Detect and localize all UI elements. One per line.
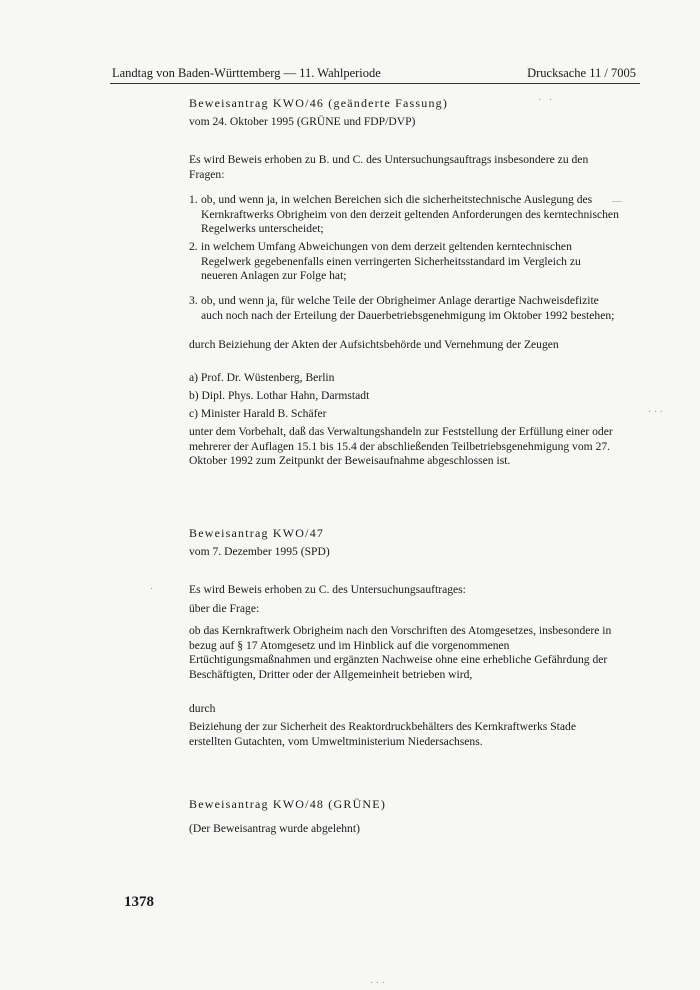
motion47-question: ob das Kernkraftwerk Obrigheim nach den Vorschriften des Atomgesetzes, insbesondere in bezug auf § 17 Atomgesetz und im Hinblick auf die vorgenommenen Ertüchtigungsmaßnahmen und ergänzten Nachweise ohne eine erhebliche Gefährdung der Beschäftigten, Dritter oder der Allgemeinheit betrieben wird, bbox=[189, 624, 612, 681]
motion46-question-2 bbox=[189, 240, 619, 284]
motion46-question-1 bbox=[189, 193, 619, 237]
scan-speck: · · · bbox=[370, 978, 385, 989]
scan-speck: · bbox=[150, 584, 154, 595]
witness-c: c) Minister Harald B. Schäfer bbox=[189, 407, 327, 420]
motion47-intro: Es wird Beweis erhoben zu C. des Untersuchungsauftrages: bbox=[189, 583, 466, 596]
header-title: Landtag von Baden-Württemberg — 11. Wahlperiode bbox=[112, 66, 381, 80]
question-number: 1. bbox=[189, 193, 198, 206]
motion46-question-3 bbox=[189, 294, 619, 323]
motion48-note: (Der Beweisantrag wurde abgelehnt) bbox=[189, 822, 360, 835]
witness-a: a) Prof. Dr. Wüstenberg, Berlin bbox=[189, 371, 335, 384]
motion47-means: Beiziehung der zur Sicherheit des Reaktordruckbehälters des Kernkraftwerks Stade erstellten Gutachten, vom Umweltministerium Niedersachsens. bbox=[189, 720, 576, 748]
question-text: ob, und wenn ja, für welche Teile der Obrigheimer Anlage derartige Nachweisdefizite auch noch nach der Erteilung der Dauerbetriebsgenehmigung im Oktober 1992 bestehen; bbox=[201, 294, 615, 322]
motion47-means-label: durch bbox=[189, 702, 216, 715]
motion46-intro: Es wird Beweis erhoben zu B. und C. des Untersuchungsauftrags insbesondere zu den Fragen: bbox=[189, 153, 589, 181]
margin-dash: — bbox=[612, 196, 622, 207]
motion46-proviso: unter dem Vorbehalt, daß das Verwaltungshandeln zur Feststellung der Erfüllung einer oder mehrerer der Auflagen 15.1 bis 15.4 der abschließenden Teilbetriebsgenehmigung vom 27. Oktober 1992 zum Zeitpunkt der Beweisaufnahme abgeschlossen ist. bbox=[189, 425, 613, 468]
motion47-question-label: über die Frage: bbox=[189, 602, 260, 615]
question-number: 2. bbox=[189, 240, 198, 253]
motion46-means: durch Beiziehung der Akten der Aufsichtsbehörde und Vernehmung der Zeugen bbox=[189, 338, 559, 351]
header-rule bbox=[110, 83, 640, 84]
page-number: 1378 bbox=[124, 894, 154, 910]
motion46-date: vom 24. Oktober 1995 (GRÜNE und FDP/DVP) bbox=[189, 115, 416, 128]
question-text: in welchem Umfang Abweichungen von dem derzeit geltenden kerntechnischen Regelwerk gegebenenfalls einen verringerten Sicherheitsstandard im Vergleich zu neueren Anlagen zur Folge hat; bbox=[201, 240, 581, 283]
question-text: ob, und wenn ja, in welchen Bereichen sich die sicherheitstechnische Auslegung des Kernkraftwerks Obrigheim von den derzeit geltenden Anforderungen des kerntechnischen Regelwerks unterscheidet; bbox=[201, 193, 619, 236]
scan-speck: · · · bbox=[648, 407, 663, 418]
motion47-date: vom 7. Dezember 1995 (SPD) bbox=[189, 545, 330, 558]
motion47-title: Beweisantrag KWO/47 bbox=[189, 526, 325, 540]
header-doc-number: Drucksache 11 / 7005 bbox=[527, 66, 636, 80]
witness-b: b) Dipl. Phys. Lothar Hahn, Darmstadt bbox=[189, 389, 370, 402]
question-number: 3. bbox=[189, 294, 198, 307]
scan-speck: · · bbox=[538, 95, 553, 106]
motion46-title: Beweisantrag KWO/46 (geänderte Fassung) bbox=[189, 96, 449, 110]
motion48-title: Beweisantrag KWO/48 (GRÜNE) bbox=[189, 797, 387, 811]
